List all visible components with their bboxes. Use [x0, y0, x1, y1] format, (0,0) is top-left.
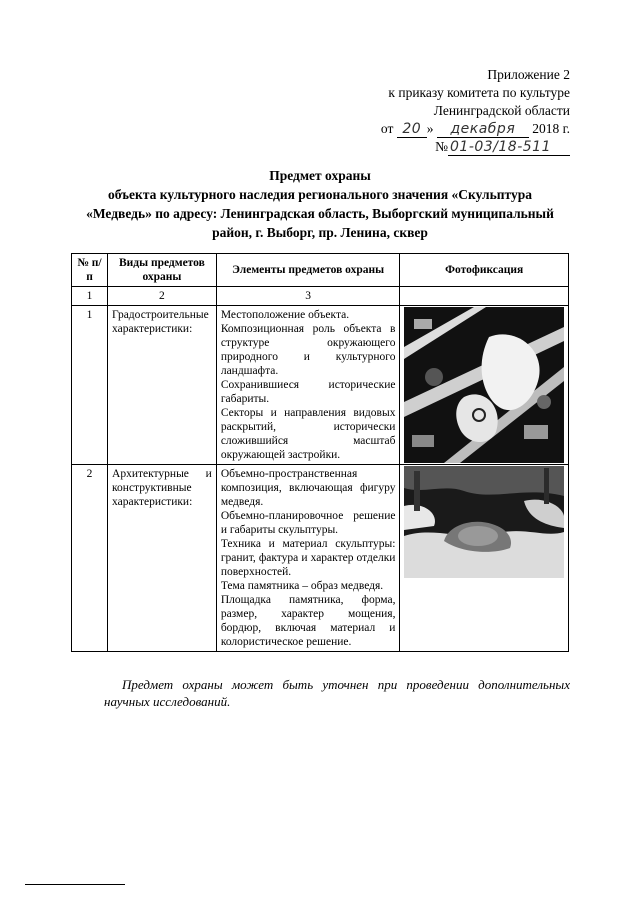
row-1-element: Сохранившиеся исторические габариты. [220, 379, 396, 405]
aerial-photo [404, 307, 564, 463]
row-1-element: Секторы и направления видовых раскрытий, исторически сложившийся масштаб окружающей застройки. [220, 407, 396, 461]
table-header-row [72, 254, 569, 287]
date-quote: » [426, 121, 434, 136]
order-date-line [270, 120, 570, 138]
table-index-row [72, 287, 569, 306]
number-prefix: № [435, 139, 448, 154]
row-2-elements [216, 465, 400, 652]
header-num: № п/п [72, 254, 108, 287]
row-2-type: Архитектурные и конструктивные характеристики: [108, 465, 217, 652]
monument-photo [404, 466, 564, 578]
date-day-handwritten: 20 [397, 121, 427, 138]
appendix-line-3: Ленинградской области [433, 103, 570, 118]
row-2-num: 2 [72, 465, 108, 652]
appendix-block [270, 66, 570, 156]
title-line-1: Предмет охраны [269, 168, 371, 183]
row-2-element: Объемно-пространственная композиция, включающая фигуру медведя. [220, 468, 396, 508]
title-line-3: «Медведь» по адресу: Ленинградская область, Выборгский муниципальный [86, 206, 554, 221]
row-2-element: Техника и материал скульптуры: гранит, фактура и характер отделки поверхностей. [220, 538, 396, 578]
footer-rule [25, 884, 125, 885]
appendix-line-1: Приложение 2 [487, 67, 570, 82]
title-line-2: объекта культурного наследия регионального значения «Скульптура [108, 187, 532, 202]
note-text: Предмет охраны может быть уточнен при проведении дополнительных научных исследований. [104, 677, 570, 709]
date-month-handwritten: декабря [437, 121, 529, 138]
date-prefix: от [380, 121, 394, 136]
row-2-element: Объемно-планировочное решение и габариты скульптуры. [220, 510, 396, 536]
header-photo: Фотофиксация [400, 254, 569, 287]
index-cell-3: 3 [216, 287, 400, 306]
index-cell-2: 2 [108, 287, 217, 306]
row-2-photo-cell [400, 465, 569, 652]
row-1-element: Композиционная роль объекта в структуре окружающего природного и культурного ландшафта. [220, 323, 396, 377]
table-row [72, 306, 569, 465]
row-2-element: Тема памятника – образ медведя. [220, 580, 384, 592]
index-cell-1: 1 [72, 287, 108, 306]
order-number-line [270, 138, 570, 156]
document-title [60, 166, 580, 242]
table-row [72, 465, 569, 652]
header-types: Виды предметов охраны [108, 254, 217, 287]
row-1-elements [216, 306, 400, 465]
date-year: 2018 г. [532, 121, 570, 136]
row-1-num: 1 [72, 306, 108, 465]
order-number-handwritten: 01-03/18-511 [448, 139, 570, 156]
row-1-element: Местоположение объекта. [220, 309, 350, 321]
row-1-type: Градостроительные характеристики: [108, 306, 217, 465]
protection-subject-table [71, 253, 569, 652]
row-2-element: Площадка памятника, форма, размер, характер мощения, бордюр, включая материал и колористическое решение. [220, 594, 396, 648]
appendix-line-2: к приказу комитета по культуре [388, 85, 570, 100]
row-1-photo-cell [400, 306, 569, 465]
header-elements: Элементы предметов охраны [216, 254, 400, 287]
closing-note [104, 676, 570, 710]
title-line-4: район, г. Выборг, пр. Ленина, сквер [212, 225, 428, 240]
index-cell-empty [400, 287, 569, 306]
